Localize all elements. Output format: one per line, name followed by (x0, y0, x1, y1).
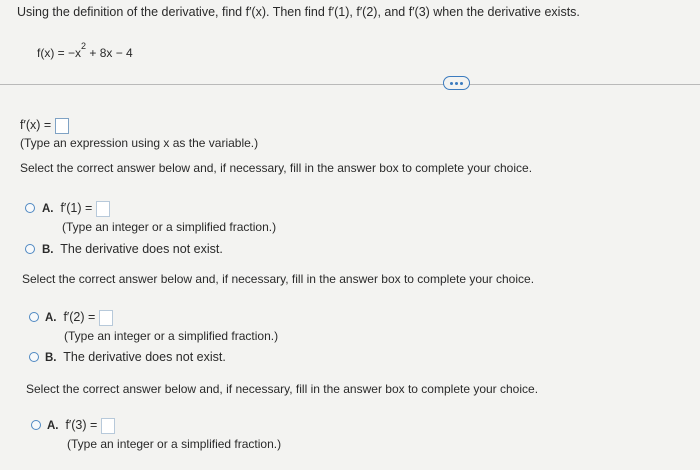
divider (0, 84, 700, 85)
section-2-option-a-hint: (Type an integer or a simplified fraction.) (64, 329, 279, 343)
section-2-option-b-radio[interactable] (29, 352, 39, 362)
function-definition (37, 41, 133, 61)
option-label: f′(2) = (63, 310, 96, 324)
more-dots-icon (450, 82, 453, 85)
section-1-option-a[interactable] (42, 200, 110, 217)
section-1-option-a-hint: (Type an integer or a simplified fraction.) (62, 220, 277, 234)
derivative-answer-row (20, 117, 69, 134)
section-3-option-a[interactable] (47, 417, 115, 434)
option-label: The derivative does not exist. (63, 350, 226, 364)
option-label: f′(3) = (65, 418, 98, 432)
more-button[interactable] (443, 76, 470, 90)
section-3-answer-box[interactable] (101, 418, 115, 434)
question-text: Using the definition of the derivative, find f′(x). Then find f′(1), f′(2), and f′(3) when the derivative exists. (17, 5, 580, 19)
section-2-option-a-radio[interactable] (29, 312, 39, 322)
function-rhs: + 8x − 4 (86, 46, 133, 60)
section-1-option-b[interactable] (42, 241, 223, 258)
section-3-option-a-radio[interactable] (31, 420, 41, 430)
option-letter: B. (45, 352, 57, 364)
option-label: f′(1) = (60, 201, 93, 215)
derivative-hint: (Type an expression using x as the variable.) (20, 136, 259, 150)
option-letter: A. (42, 203, 54, 215)
derivative-label: f′(x) = (20, 118, 52, 132)
section-2-option-b[interactable] (45, 349, 226, 366)
option-letter: A. (45, 312, 57, 324)
option-letter: B. (42, 244, 54, 256)
section-1-option-b-radio[interactable] (25, 244, 35, 254)
section-3-instruction: Select the correct answer below and, if necessary, fill in the answer box to complete your choice. (26, 382, 539, 396)
section-2-option-a[interactable] (45, 309, 113, 326)
section-1-instruction: Select the correct answer below and, if necessary, fill in the answer box to complete your choice. (20, 161, 533, 175)
function-exponent: 2 (81, 41, 87, 51)
section-3-option-a-hint: (Type an integer or a simplified fraction.) (67, 437, 282, 451)
option-label: The derivative does not exist. (60, 242, 223, 256)
section-1-answer-box[interactable] (96, 201, 110, 217)
option-letter: A. (47, 420, 59, 432)
section-2-instruction: Select the correct answer below and, if necessary, fill in the answer box to complete your choice. (22, 272, 535, 286)
section-2-answer-box[interactable] (99, 310, 113, 326)
function-lhs: f(x) = −x (37, 46, 82, 60)
derivative-answer-box[interactable] (55, 118, 69, 134)
section-1-option-a-radio[interactable] (25, 203, 35, 213)
